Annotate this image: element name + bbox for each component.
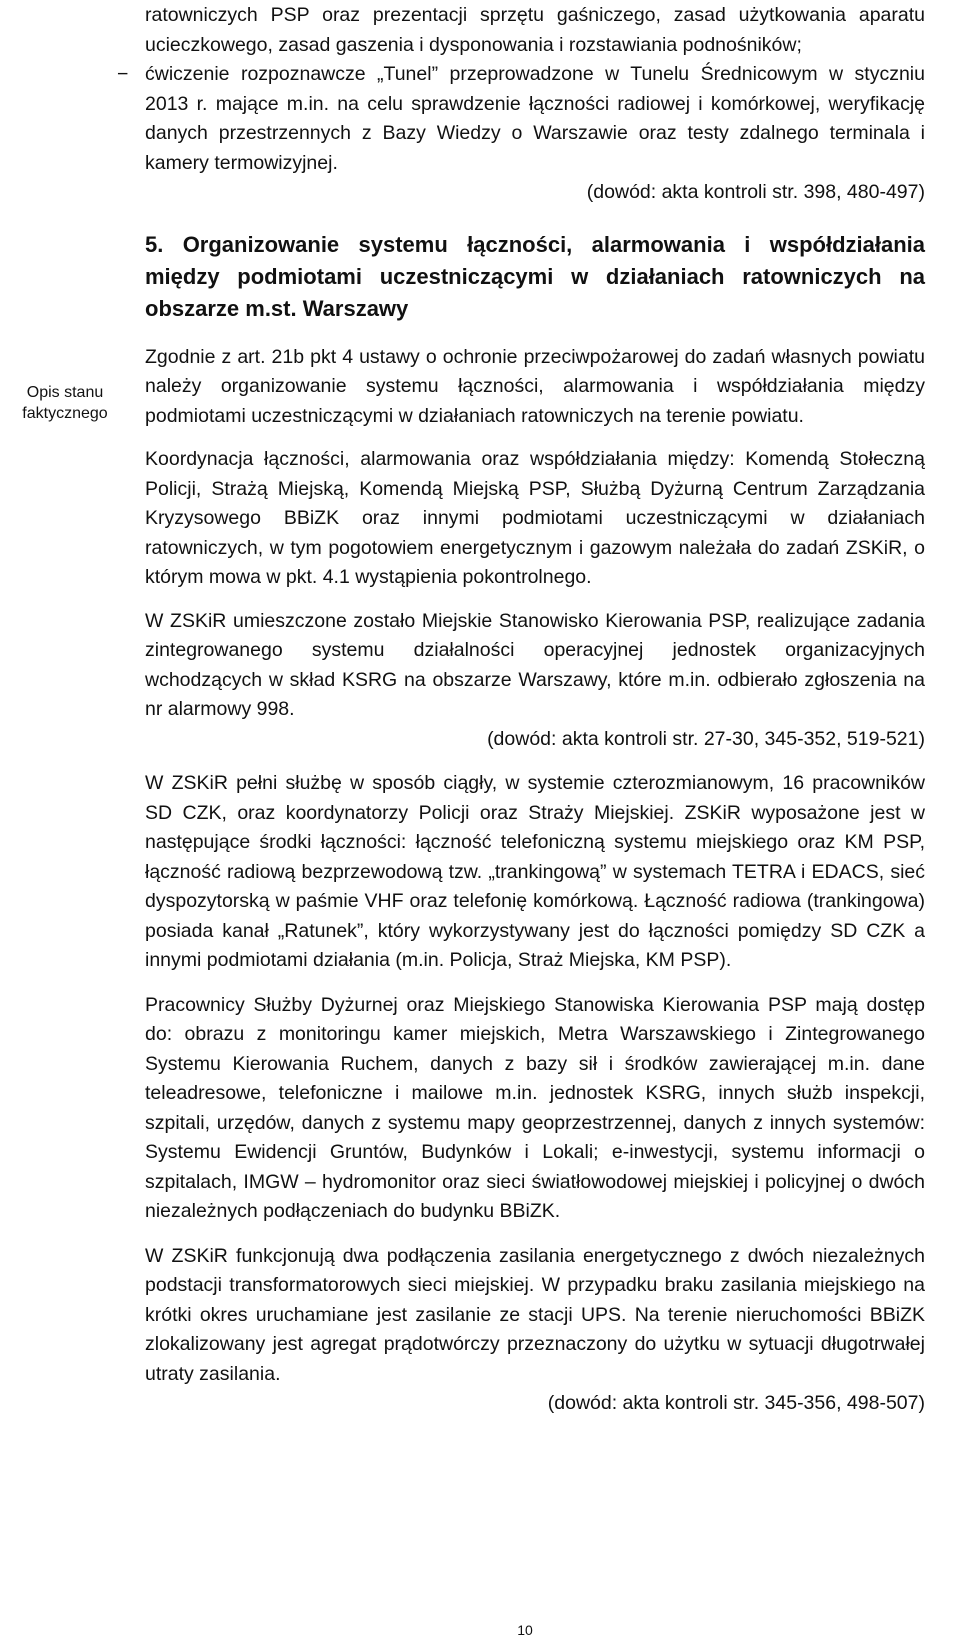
paragraph-command-post: W ZSKiR umieszczone zostało Miejskie Stanowisko Kierowania PSP, realizujące zadania zintegrowanego systemu działalności operacyjnej jednostek organizacyjnych wchodzących w skład KSRG na obszarze Warszawy, które m.in. odbierało zgłoszenia na nr alarmowy 998.: [145, 609, 925, 720]
paragraph-power-supply: W ZSKiR funkcjonują dwa podłączenia zasilania energetycznego z dwóch niezależnych podstacji transformatorowych sieci miejskiej. W przypadku braku zasilania miejskiego na krótki okres uruchamiane jest zasilanie ze stacji UPS. Na terenie nieruchomości BBiZK zlokalizowany jest agregat prądotwórczy przeznaczony do użytku w sytuacji długotrwałej utraty zasilania.: [145, 1244, 925, 1385]
paragraph-communications: W ZSKiR pełni służbę w sposób ciągły, w systemie czterozmianowym, 16 pracowników SD CZK, oraz koordynatorzy Policji oraz Straży Miejskiej. ZSKiR wyposażone jest w następujące środki łączności: łączność telefoniczną systemu miejskiego oraz KM PSP, łączność radiową bezprzewodową tzw. „trankingową” w systemach TETRA i EDACS, sieć dyspozytorską w paśmie VHF oraz telefonię komórkową. Łączność radiowa (trankingowa) posiada kanał „Ratunek”, który wykorzystywany jest do łączności pomiędzy SD CZK a innymi podmiotami działania (m.in. Policja, Straż Miejska, KM PSP).: [145, 772, 925, 971]
paragraph-coordination: Koordynacja łączności, alarmowania oraz współdziałania między: Komendą Stołeczną Policji, Strażą Miejską, Komendą Miejską PSP, Służbą Dyżurną Centrum Zarządzania Kryzysowego BBiZK oraz innymi podmiotami uczestniczącymi w działaniach ratowniczych, w tym pogotowiem energetycznym i gazowym należała do zadań ZSKiR, o którym mowa w pkt. 4.1 wystąpienia pokontrolnego.: [145, 448, 925, 588]
evidence-reference: (dowód: akta kontroli str. 27-30, 345-352, 519-521): [487, 727, 925, 750]
evidence-reference: (dowód: akta kontroli str. 398, 480-497): [586, 181, 925, 203]
document-body: [117, 0, 925, 1419]
paragraph-legal-basis: Zgodnie z art. 21b pkt 4 ustawy o ochronie przeciwpożarowej do zadań własnych powiatu należy organizowanie systemu łączności, alarmowania i współdziałania między podmiotami uczestniczącymi w działaniach ratowniczych na terenie powiatu.: [145, 345, 925, 427]
section-heading: 5. Organizowanie systemu łączności, alarmowania i współdziałania między podmiotami uczestniczącymi w działaniach ratowniczych na obszarze m.st. Warszawy: [145, 231, 925, 321]
continuation-paragraph: ratowniczych PSP oraz prezentacji sprzętu gaśniczego, zasad użytkowania aparatu ucieczkowego, zasad gaszenia i dysponowania i rozstawiania podnośników;: [145, 4, 925, 56]
list-item: [117, 60, 925, 178]
dash-bullet-icon: −: [117, 63, 129, 85]
list-item-text: ćwiczenie rozpoznawcze „Tunel” przeprowadzone w Tunelu Średnicowym w styczniu 2013 r. mające m.in. na celu sprawdzenie łączności radiowej i komórkowej, weryfikację danych przestrzennych z Bazy Wiedzy o Warszawie oraz testy zdalnego terminala i kamery termowizyjnej.: [145, 63, 925, 174]
evidence-reference: (dowód: akta kontroli str. 345-356, 498-507): [547, 1392, 925, 1414]
page-number: 10: [517, 1622, 533, 1638]
margin-label: Opis stanu faktycznego: [22, 384, 108, 422]
paragraph-data-access: Pracownicy Służby Dyżurnej oraz Miejskiego Stanowiska Kierowania PSP mają dostęp do: obrazu z monitoringu kamer miejskich, Metra Warszawskiego i Zintegrowanego Systemu Kierowania Ruchem, danych z bazy sił i środków zawierającej m.in. dane teleadresowe, telefoniczne i mailowe m.in. jednostek KSRG, innych służb inspekcji, szpitali, urzędów, danych z systemu mapy geoprzestrzennej, danych z innych systemów: Systemu Ewidencji Gruntów, Budynków i Lokali; e-inwestycji, systemu informacji o szpitalach, IMGW – hydromonitor oraz sieci światłowodowej miejskiej i policyjnej o dwóch niezależnych podłączeniach do budynku BBiZK.: [145, 993, 925, 1222]
